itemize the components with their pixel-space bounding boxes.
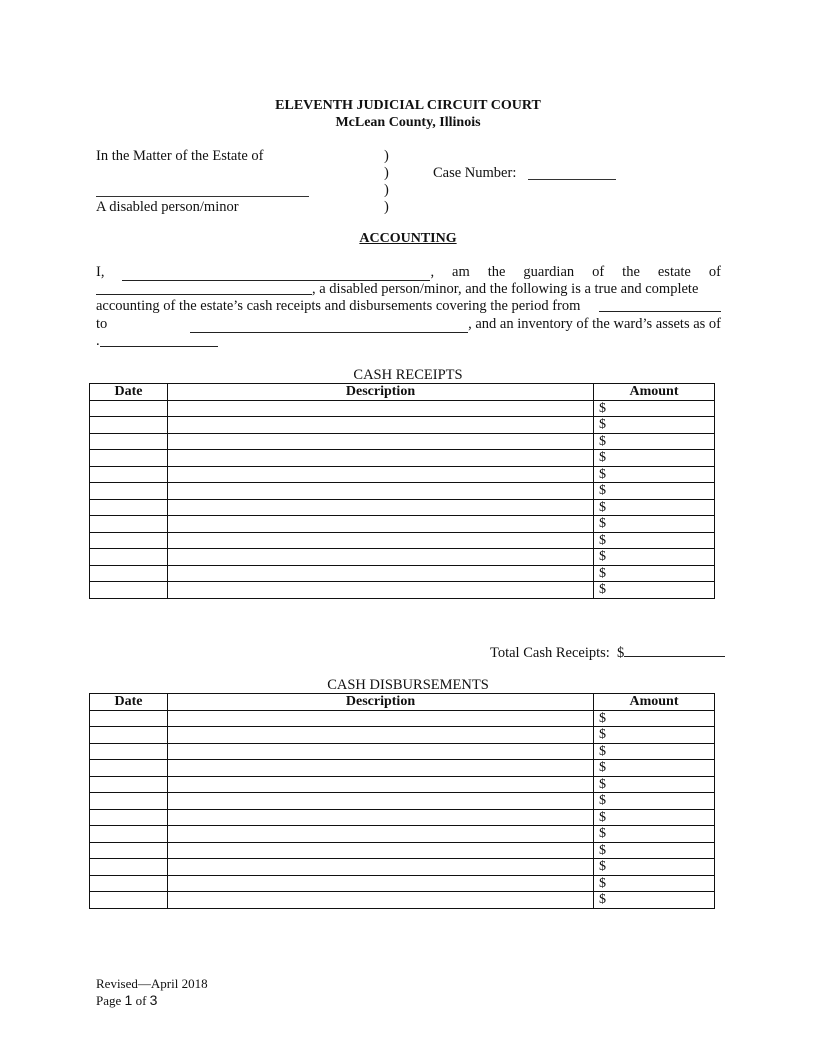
inventory-date-blank[interactable]: [100, 333, 218, 347]
statement-word: guardian: [523, 264, 575, 280]
description-cell[interactable]: [168, 450, 594, 467]
description-cell[interactable]: [168, 400, 594, 417]
statement-line-3: [96, 298, 721, 315]
amount-cell[interactable]: $: [594, 466, 715, 483]
description-cell[interactable]: [168, 499, 594, 516]
table-row: [90, 776, 715, 793]
date-cell[interactable]: [90, 450, 168, 467]
guardian-name-blank[interactable]: [122, 267, 430, 281]
table-row: [90, 809, 715, 826]
description-cell[interactable]: [168, 859, 594, 876]
guardian-statement: [96, 264, 721, 350]
amount-cell[interactable]: $: [594, 727, 715, 744]
description-cell[interactable]: [168, 483, 594, 500]
date-cell[interactable]: [90, 433, 168, 450]
table-row: [90, 710, 715, 727]
date-cell[interactable]: [90, 892, 168, 909]
date-cell[interactable]: [90, 499, 168, 516]
table-row: [90, 433, 715, 450]
amount-cell[interactable]: $: [594, 710, 715, 727]
amount-cell[interactable]: $: [594, 532, 715, 549]
description-cell[interactable]: [168, 549, 594, 566]
table-row: [90, 743, 715, 760]
table-row: [90, 826, 715, 843]
statement-text: to: [96, 315, 108, 332]
statement-text: accounting of the estate’s cash receipts and disbursements covering the period from: [96, 298, 581, 315]
description-cell[interactable]: [168, 842, 594, 859]
description-cell[interactable]: [168, 727, 594, 744]
statement-text: , and an inventory of the ward’s assets as of: [468, 315, 721, 332]
accounting-title: ACCOUNTING: [359, 231, 457, 246]
description-column-header: Description: [168, 694, 594, 711]
amount-cell[interactable]: $: [594, 743, 715, 760]
table-row: [90, 516, 715, 533]
statement-word: estate: [657, 264, 691, 280]
date-cell[interactable]: [90, 582, 168, 599]
statement-word: am: [452, 264, 470, 280]
description-cell[interactable]: [168, 466, 594, 483]
amount-cell[interactable]: $: [594, 400, 715, 417]
amount-column-header: Amount: [594, 384, 715, 401]
case-number-blank[interactable]: [528, 179, 616, 180]
ward-name-blank[interactable]: [96, 196, 309, 197]
period-to-blank[interactable]: [190, 319, 468, 333]
table-row: [90, 549, 715, 566]
table-row: [90, 760, 715, 777]
total-currency-symbol: $: [617, 645, 625, 661]
statement-word: the: [487, 264, 506, 280]
description-cell[interactable]: [168, 565, 594, 582]
page-current: 1: [124, 992, 133, 1008]
amount-cell[interactable]: $: [594, 842, 715, 859]
page-number: [96, 992, 208, 1009]
date-cell[interactable]: [90, 793, 168, 810]
description-cell[interactable]: [168, 760, 594, 777]
amount-cell[interactable]: $: [594, 582, 715, 599]
amount-cell[interactable]: $: [594, 499, 715, 516]
caption-paren: ): [384, 182, 389, 198]
table-row: [90, 532, 715, 549]
description-cell[interactable]: [168, 793, 594, 810]
table-row: [90, 859, 715, 876]
table-row: [90, 875, 715, 892]
statement-word: of: [708, 264, 721, 280]
amount-cell[interactable]: $: [594, 892, 715, 909]
date-cell[interactable]: [90, 842, 168, 859]
amount-cell[interactable]: $: [594, 549, 715, 566]
caption-paren: ): [384, 165, 389, 181]
case-number-label: Case Number:: [433, 165, 517, 181]
statement-word: of: [592, 264, 605, 280]
amount-cell[interactable]: $: [594, 760, 715, 777]
description-cell[interactable]: [168, 582, 594, 599]
total-receipts-blank[interactable]: [624, 643, 725, 657]
statement-word: the: [622, 264, 640, 280]
description-cell[interactable]: [168, 776, 594, 793]
revision-date: Revised—April 2018: [96, 976, 208, 991]
table-header-row: [90, 384, 715, 401]
county-heading: McLean County, Illinois: [335, 115, 481, 130]
amount-cell[interactable]: $: [594, 483, 715, 500]
page-footer: [96, 976, 208, 1009]
caption-paren: ): [384, 199, 389, 215]
date-cell[interactable]: [90, 400, 168, 417]
statement-line-2: [96, 281, 721, 298]
statement-line-1: [96, 264, 721, 281]
date-cell[interactable]: [90, 727, 168, 744]
amount-cell[interactable]: $: [594, 875, 715, 892]
date-cell[interactable]: [90, 516, 168, 533]
cash-receipts-caption: CASH RECEIPTS: [353, 367, 463, 383]
description-cell[interactable]: [168, 516, 594, 533]
date-cell[interactable]: [90, 549, 168, 566]
table-row: [90, 727, 715, 744]
description-cell[interactable]: [168, 433, 594, 450]
table-row: [90, 417, 715, 434]
date-cell[interactable]: [90, 875, 168, 892]
page-prefix: Page: [96, 993, 122, 1008]
statement-text: , a disabled person/minor, and the following is a true and complete: [312, 281, 699, 298]
table-row: [90, 400, 715, 417]
table-row: [90, 582, 715, 599]
description-cell[interactable]: [168, 892, 594, 909]
date-cell[interactable]: [90, 826, 168, 843]
date-cell[interactable]: [90, 743, 168, 760]
table-row: [90, 483, 715, 500]
description-cell[interactable]: [168, 532, 594, 549]
page-total: 3: [149, 992, 158, 1008]
cash-disbursements-table: [89, 693, 715, 909]
date-cell[interactable]: [90, 760, 168, 777]
cash-receipts-table: [89, 383, 715, 599]
estate-matter-label: In the Matter of the Estate of: [96, 148, 264, 164]
disabled-person-label: A disabled person/minor: [96, 199, 239, 215]
amount-cell[interactable]: $: [594, 433, 715, 450]
amount-cell[interactable]: $: [594, 826, 715, 843]
amount-cell[interactable]: $: [594, 450, 715, 467]
description-column-header: Description: [168, 384, 594, 401]
period-from-blank[interactable]: [599, 298, 721, 312]
description-cell[interactable]: [168, 875, 594, 892]
amount-cell[interactable]: $: [594, 809, 715, 826]
statement-line-5: [96, 333, 721, 350]
table-row: [90, 892, 715, 909]
date-cell[interactable]: [90, 466, 168, 483]
description-cell[interactable]: [168, 809, 594, 826]
date-cell[interactable]: [90, 417, 168, 434]
caption-paren: ): [384, 148, 389, 164]
statement-line-4: [96, 316, 721, 333]
description-cell[interactable]: [168, 710, 594, 727]
court-name-heading: ELEVENTH JUDICIAL CIRCUIT COURT: [275, 98, 541, 113]
date-column-header: Date: [90, 384, 168, 401]
amount-cell[interactable]: $: [594, 793, 715, 810]
amount-column-header: Amount: [594, 694, 715, 711]
statement-word: ,: [430, 263, 435, 280]
table-row: [90, 499, 715, 516]
description-cell[interactable]: [168, 826, 594, 843]
table-row: [90, 793, 715, 810]
date-column-header: Date: [90, 694, 168, 711]
table-row: [90, 565, 715, 582]
cash-disbursements-caption: CASH DISBURSEMENTS: [327, 677, 489, 693]
table-row: [90, 842, 715, 859]
date-cell[interactable]: [90, 532, 168, 549]
total-receipts-label: Total Cash Receipts:: [490, 645, 610, 661]
description-cell[interactable]: [168, 743, 594, 760]
table-row: [90, 450, 715, 467]
amount-cell[interactable]: $: [594, 859, 715, 876]
amount-cell[interactable]: $: [594, 417, 715, 434]
amount-cell[interactable]: $: [594, 776, 715, 793]
table-header-row: [90, 694, 715, 711]
date-cell[interactable]: [90, 710, 168, 727]
page-of: of: [135, 993, 147, 1008]
date-cell[interactable]: [90, 565, 168, 582]
statement-text: .: [96, 332, 100, 349]
description-cell[interactable]: [168, 417, 594, 434]
date-cell[interactable]: [90, 776, 168, 793]
total-cash-receipts: [490, 643, 725, 662]
date-cell[interactable]: [90, 483, 168, 500]
date-cell[interactable]: [90, 859, 168, 876]
table-row: [90, 466, 715, 483]
date-cell[interactable]: [90, 809, 168, 826]
amount-cell[interactable]: $: [594, 565, 715, 582]
amount-cell[interactable]: $: [594, 516, 715, 533]
ward-name-statement-blank[interactable]: [96, 281, 312, 295]
statement-word: I,: [96, 264, 105, 280]
